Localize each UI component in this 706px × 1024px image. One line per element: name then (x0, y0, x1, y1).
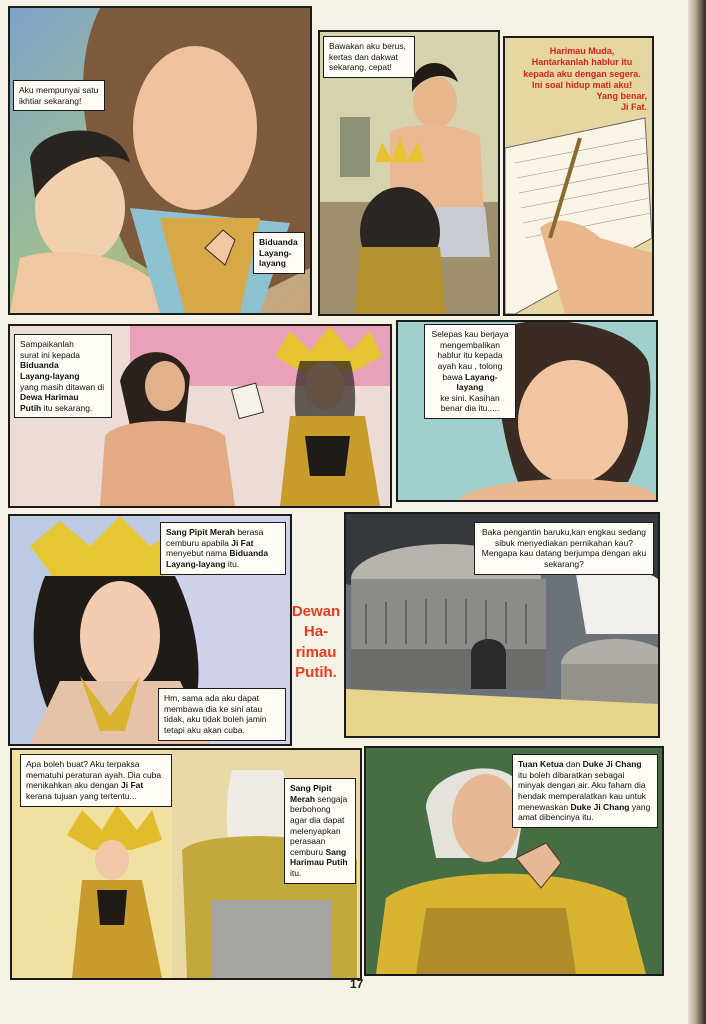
text: bawa (442, 371, 466, 382)
bold-name: Ji Fat (121, 780, 144, 791)
panel-7 (344, 512, 660, 738)
text: ke sini. Kasihan (440, 392, 500, 403)
panel-2 (318, 30, 500, 316)
text: Apa boleh buat? Aku terpaksa mematuhi peraturan ayah. Dia cuba menikahkan aku dengan (26, 759, 162, 791)
speech-balloon-p6: Hm, sama ada aku dapat membawa dia ke sini atau tidak, aku tidak boleh jamin tetapi aku akan cuba. (158, 688, 286, 741)
speech-balloon-p5 (424, 324, 516, 419)
text: hablur itu kepada (437, 350, 503, 361)
text: Sampaikanlah (20, 339, 74, 349)
speech-balloon-p2: Bawakan aku berus, kertas dan dakwat sekarang, cepat! (323, 36, 415, 78)
letter-line: kepada aku dengan segera. (523, 68, 641, 79)
text: Selepas kau berjaya (431, 329, 509, 339)
text: menyebut nama (166, 548, 230, 559)
name-tag-line: Layang- (259, 247, 292, 258)
text: sengaja berbohong agar dia dapat melenyapkan perasaan cemburu (290, 793, 348, 857)
bold-name: Layang-layang (20, 370, 80, 381)
bold-name: Biduanda (20, 360, 59, 371)
panel-8 (10, 748, 362, 980)
text: kerana tujuan yang tertentu... (26, 790, 137, 801)
letter-line: Hantarkanlah hablur itu (531, 57, 633, 68)
narration-caption-p6 (160, 522, 286, 575)
panel-3 (503, 36, 654, 316)
panel-1 (8, 6, 312, 315)
narration-caption-p8 (284, 778, 356, 884)
book-spine (688, 0, 706, 1024)
text: surat ini kepada (20, 349, 81, 360)
text: itu sekarang. (41, 402, 93, 413)
bold-name: Duke Ji Chang (582, 759, 642, 769)
text: itu. (290, 868, 302, 878)
title-line: rimau (295, 643, 337, 661)
name-tag-p1 (253, 232, 305, 274)
text: ayah kau , tolong (437, 360, 503, 371)
speech-balloon-p7: Baka pengantin baruku,kan engkau sedang sibuk menyediakan pernikahan kau? Mengapa kau datang berjumpa dengan aku sekarang? (474, 522, 654, 575)
letter-line: Yang benar, (596, 91, 647, 101)
letter-line: Ji Fat. (620, 102, 647, 113)
speech-balloon-p1: Aku mempunyai satu ikhtiar sekarang! (13, 80, 105, 111)
panel-9 (364, 746, 664, 976)
panel-6 (8, 514, 292, 746)
speech-balloon-p8 (20, 754, 172, 807)
name-tag-line: layang (259, 258, 286, 269)
title-line: Putih. (295, 663, 337, 681)
bold-name: Duke Ji Chang (570, 801, 630, 812)
bold-name: Sang Pipit Merah (166, 527, 235, 537)
page-number: 17 (350, 977, 364, 991)
bold-name: Dewa Harimau (20, 392, 79, 403)
bold-name: Ji Fat (231, 537, 254, 548)
text: yang amat dibencinya itu. (518, 801, 651, 823)
name-tag-line: Biduanda (259, 237, 298, 247)
text: mengembalikan (439, 339, 500, 350)
letter-line: Harimau Muda, (549, 46, 615, 56)
title-line: Ha- (303, 623, 329, 641)
text: berasa cemburu apabila (166, 527, 264, 548)
bold-name: Biduanda Layang-layang (166, 548, 269, 569)
bold-name: Sang Pipit Merah (290, 783, 332, 804)
bold-name: Layang-layang (456, 371, 498, 393)
title-line: Dewan (291, 603, 341, 620)
narration-caption-p9 (512, 754, 658, 828)
text: itu. (225, 558, 240, 569)
panel-4 (8, 324, 392, 508)
panel-5 (396, 320, 658, 502)
text: yang masih ditawan di (20, 381, 105, 392)
text: benar dia itu..... (440, 403, 500, 414)
text: dan (563, 759, 583, 769)
location-title (287, 602, 345, 683)
speech-balloon-p4 (14, 334, 112, 418)
bold-name: Putih (20, 402, 42, 413)
letter-line: Ini soal hidup mati aku! (531, 79, 632, 90)
bold-name: Sang Harimau Putih (290, 846, 348, 868)
bold-name: Tuan Ketua (518, 759, 564, 769)
text: itu boleh dibaratkan sebagai minyak dengan air. Aku faham dia hendak memperalatkan kau untuk menewaskan (518, 769, 647, 812)
letter-text (517, 46, 647, 114)
